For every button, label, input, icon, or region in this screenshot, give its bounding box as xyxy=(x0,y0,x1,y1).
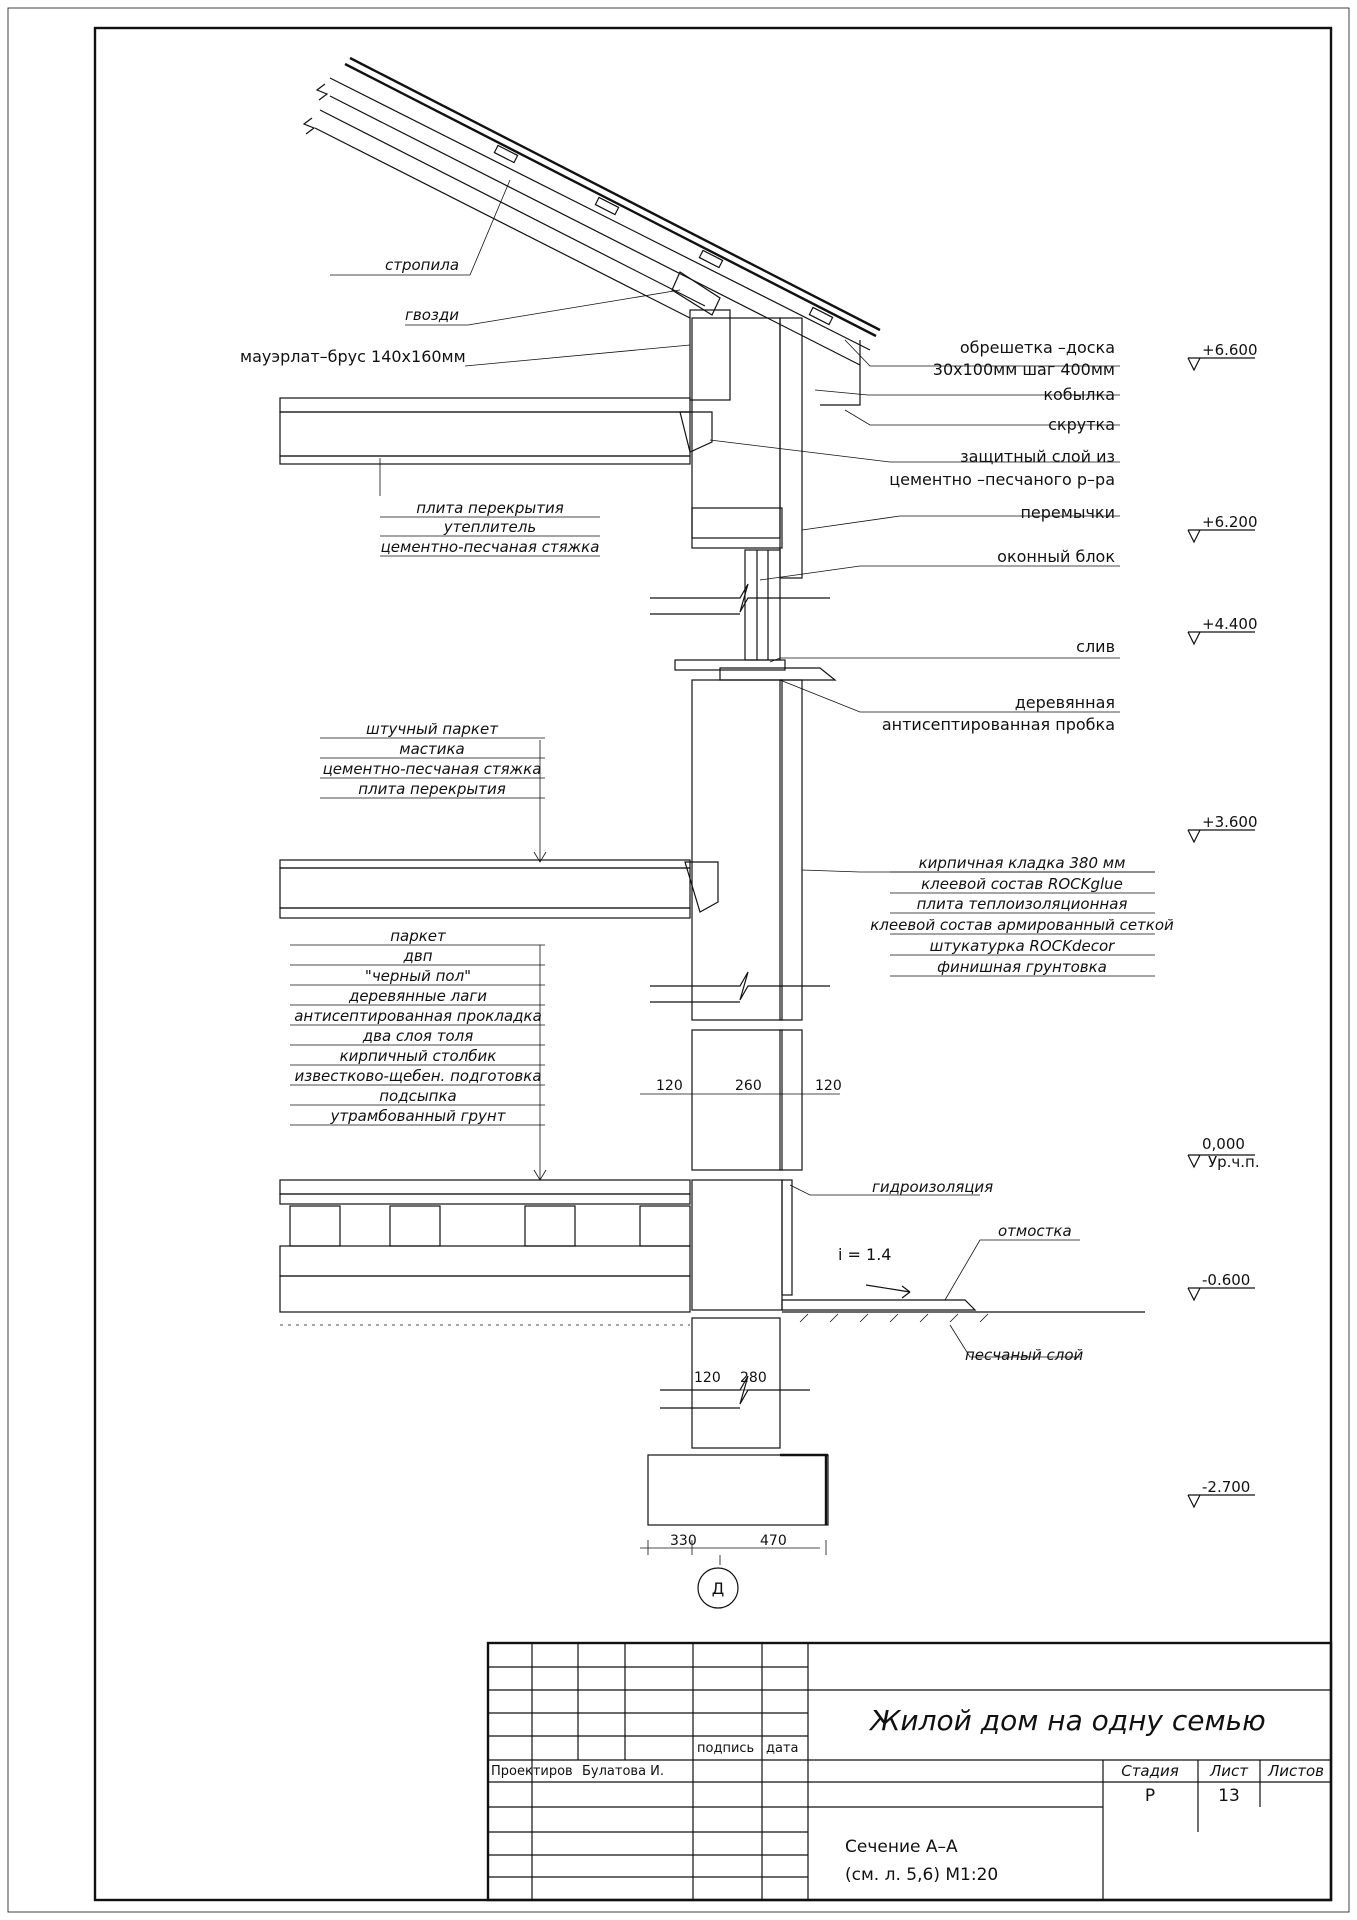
ground-layer: антисептированная прокладка xyxy=(294,1007,542,1025)
wall-layer: финишная грунтовка xyxy=(937,958,1107,976)
axis-label: Д xyxy=(711,1579,725,1598)
dim-footing-b: 470 xyxy=(760,1533,787,1549)
tb-project-title: Жилой дом на одну семью xyxy=(870,1704,1266,1737)
mid-layer: мастика xyxy=(399,740,465,758)
callout-sand-layer: песчаный слой xyxy=(965,1346,1084,1364)
mid-slab xyxy=(280,860,718,918)
ground-layer: паркет xyxy=(390,927,446,945)
dim-wall-left: 120 xyxy=(656,1078,683,1094)
tb-date: дата xyxy=(766,1741,799,1756)
callout-rafters: стропила xyxy=(385,256,460,274)
callout-lathing1: обрешетка –доска xyxy=(959,338,1115,357)
lower-callouts xyxy=(838,1178,1084,1364)
callout-lintels: перемычки xyxy=(1020,503,1115,522)
tb-drawing-title2: (см. л. 5,6) М1:20 xyxy=(845,1865,999,1885)
slope-label: i = 1.4 xyxy=(838,1245,892,1264)
ground-floor-layers xyxy=(294,927,542,1125)
dim-wall-mid: 260 xyxy=(735,1078,762,1094)
ground-layer: деревянные лаги xyxy=(348,987,488,1005)
ground-layer: два слоя толя xyxy=(362,1027,474,1045)
tb-sheet-header: Лист xyxy=(1209,1762,1249,1780)
level-label: +4.400 xyxy=(1202,615,1258,633)
level-label: Ур.ч.п. xyxy=(1208,1153,1260,1171)
wall-layer: клеевой состав ROCKglue xyxy=(921,875,1123,893)
callout-protect2: цементно –песчаного р–ра xyxy=(889,470,1115,489)
callout-protect1: защитный слой из xyxy=(960,447,1115,466)
callout-mauerlat: мауэрлат–брус 140х160мм xyxy=(240,347,466,366)
dim-footing-a: 330 xyxy=(670,1533,697,1549)
ground-layer: двп xyxy=(403,947,433,965)
callout-waterproofing: гидроизоляция xyxy=(872,1178,994,1196)
ground-layer: утрамбованный грунт xyxy=(330,1107,506,1125)
blind-area xyxy=(782,1285,1145,1322)
wall-section xyxy=(648,318,828,1525)
level-label: -2.700 xyxy=(1202,1478,1251,1496)
tb-sheet: 13 xyxy=(1218,1786,1240,1806)
tb-sheets-header: Листов xyxy=(1267,1762,1325,1780)
dimension-lines xyxy=(640,1085,840,1565)
callout-lathing2: 30х100мм шаг 400мм xyxy=(932,360,1115,379)
tb-designed-role: Проектиров xyxy=(491,1764,573,1779)
mid-layer: штучный паркет xyxy=(366,720,498,738)
callout-nails: гвозди xyxy=(405,306,459,324)
attic-layer: плита перекрытия xyxy=(416,499,564,517)
callout-blind-area: отмостка xyxy=(998,1222,1072,1240)
tb-signature: подпись xyxy=(697,1741,755,1756)
ground-layer: кирпичный столбик xyxy=(339,1047,497,1065)
dimension-labels xyxy=(656,1078,842,1549)
level-labels xyxy=(1202,341,1260,1496)
ground-floor xyxy=(280,1180,690,1325)
tb-designed-name: Булатова И. xyxy=(582,1764,665,1779)
tb-drawing-title1: Сечение А–А xyxy=(845,1837,958,1857)
inner-frame xyxy=(95,28,1331,1900)
callout-plug1: деревянная xyxy=(1014,693,1115,712)
attic-layer: утеплитель xyxy=(443,518,537,536)
mid-floor-layers xyxy=(323,720,542,798)
callout-kobylka: кобылка xyxy=(1043,385,1115,404)
ground-layer: подсыпка xyxy=(379,1087,457,1105)
mid-layer: плита перекрытия xyxy=(358,780,506,798)
level-label: +6.600 xyxy=(1202,341,1258,359)
ground-layer: "черный пол" xyxy=(364,967,472,985)
window-sill xyxy=(675,660,835,680)
mid-layer: цементно-песчаная стяжка xyxy=(322,760,542,778)
level-label: +3.600 xyxy=(1202,813,1258,831)
wall-layer: кирпичная кладка 380 мм xyxy=(918,854,1126,872)
tb-stage-header: Стадия xyxy=(1121,1762,1179,1780)
level-label: +6.200 xyxy=(1202,513,1258,531)
callout-plug2: антисептированная пробка xyxy=(881,715,1115,734)
level-label: 0,000 xyxy=(1202,1135,1245,1153)
tb-stage: Р xyxy=(1144,1786,1156,1806)
roof-callouts xyxy=(240,256,466,366)
callout-twist: скрутка xyxy=(1048,415,1115,434)
attic-floor-layers xyxy=(381,499,600,556)
wall-layer: плита теплоизоляционная xyxy=(916,895,1128,913)
callout-window: оконный блок xyxy=(997,547,1115,566)
dim-found-a: 120 xyxy=(694,1370,721,1386)
attic-slab xyxy=(280,398,712,464)
right-callouts xyxy=(882,338,1116,734)
level-label: -0.600 xyxy=(1202,1271,1251,1289)
callout-sill: слив xyxy=(1076,637,1115,656)
ground-layer: известково-щебен. подготовка xyxy=(294,1067,542,1085)
wall-layer: клеевой состав армированный сеткой xyxy=(870,916,1174,934)
attic-layer: цементно-песчаная стяжка xyxy=(380,538,600,556)
dim-wall-right: 120 xyxy=(815,1078,842,1094)
title-block-text xyxy=(491,1704,1324,1885)
break-lines xyxy=(650,584,830,1408)
dim-found-b: 280 xyxy=(740,1370,767,1386)
wall-layer: штукатурка ROCKdecor xyxy=(929,937,1115,955)
